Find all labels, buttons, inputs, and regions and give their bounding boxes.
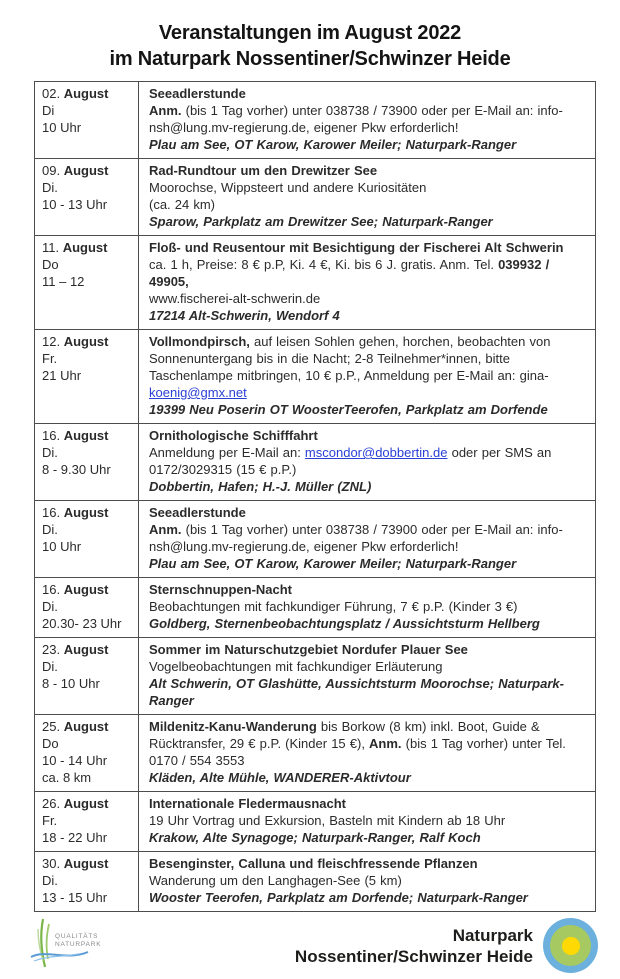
event-date-month: August bbox=[63, 163, 109, 178]
event-date-line bbox=[42, 718, 134, 735]
event-date-line bbox=[42, 855, 134, 872]
event-date-weekday: Di. bbox=[42, 445, 58, 460]
event-line bbox=[149, 889, 587, 906]
event-date-line bbox=[42, 239, 134, 256]
text-segment: Besenginster, Calluna und fleischfressende Pflanzen bbox=[149, 856, 478, 871]
text-segment: Plau am See, OT Karow, Karower Meiler; Naturpark-Ranger bbox=[149, 137, 517, 152]
event-date-day: 16. bbox=[42, 505, 64, 520]
event-line bbox=[149, 555, 587, 572]
text-segment: Floß- und Reusentour mit Besichtigung der Fischerei Alt Schwerin bbox=[149, 240, 564, 255]
event-date-month: August bbox=[63, 719, 109, 734]
event-date-cell bbox=[35, 501, 139, 578]
event-line bbox=[149, 102, 587, 136]
text-segment: Internationale Fledermausnacht bbox=[149, 796, 346, 811]
event-date-time: 8 - 9.30 Uhr bbox=[42, 462, 111, 477]
park-circle-mid bbox=[550, 925, 591, 966]
event-date-weekday: Di. bbox=[42, 599, 58, 614]
quality-logo-text-line1: QUALITÄTS bbox=[55, 933, 99, 940]
event-date-month: August bbox=[63, 642, 109, 657]
event-date-time: 13 - 15 Uhr bbox=[42, 890, 108, 905]
event-date-month: August bbox=[63, 505, 109, 520]
text-segment: Anm. bbox=[369, 736, 402, 751]
event-line bbox=[149, 136, 587, 153]
event-date-line bbox=[42, 641, 134, 658]
event-row bbox=[35, 159, 596, 236]
text-segment: ca. 1 h, Preise: 8 € p.P, Ki. 4 €, Ki. bis 6 J. gratis. Anm. Tel. bbox=[149, 257, 499, 272]
text-segment: Seeadlerstunde bbox=[149, 86, 246, 101]
event-date-day: 23. bbox=[42, 642, 64, 657]
text-segment: Vogelbeobachtungen mit fachkundiger Erläuterung bbox=[149, 659, 443, 674]
event-date-cell bbox=[35, 236, 139, 330]
event-date-line bbox=[42, 504, 134, 521]
event-line bbox=[149, 444, 587, 478]
event-content-cell bbox=[139, 330, 596, 424]
event-line bbox=[149, 658, 587, 675]
event-date-month: August bbox=[63, 86, 109, 101]
text-segment: Wanderung um den Langhagen-See (5 km) bbox=[149, 873, 402, 888]
event-line bbox=[149, 256, 587, 290]
event-date-cell bbox=[35, 852, 139, 912]
event-date-time: 11 – 12 bbox=[42, 274, 85, 289]
event-date-day: 16. bbox=[42, 582, 64, 597]
text-segment: Sommer im Naturschutzgebiet Nordufer Plauer See bbox=[149, 642, 468, 657]
text-segment: www.fischerei-alt-schwerin.de bbox=[149, 291, 321, 306]
event-date-cell bbox=[35, 424, 139, 501]
event-line bbox=[149, 675, 587, 709]
document-page bbox=[0, 20, 620, 966]
event-line bbox=[149, 812, 587, 829]
event-line bbox=[149, 85, 587, 102]
event-row bbox=[35, 715, 596, 792]
quality-logo-text-line2: NATURPARK bbox=[55, 941, 102, 948]
text-segment: 17214 Alt-Schwerin, Wendorf 4 bbox=[149, 308, 340, 323]
text-segment: Dobbertin, Hafen; H.-J. Müller (ZNL) bbox=[149, 479, 372, 494]
event-date-time: 10 Uhr bbox=[42, 539, 82, 554]
page-title-line2: im Naturpark Nossentiner/Schwinzer Heide bbox=[109, 48, 511, 70]
event-date-cell bbox=[35, 792, 139, 852]
text-segment: Wooster Teerofen, Parkplatz am Dorfende; Naturpark-Ranger bbox=[149, 890, 528, 905]
event-line bbox=[149, 581, 587, 598]
event-date-cell bbox=[35, 82, 139, 159]
text-segment: 19399 Neu Poserin OT WoosterTeerofen, Parkplatz am Dorfende bbox=[149, 402, 548, 417]
event-line bbox=[149, 290, 587, 307]
event-line bbox=[149, 504, 587, 521]
event-line bbox=[149, 521, 587, 555]
event-date-line bbox=[42, 427, 134, 444]
text-segment: 19 Uhr Vortrag und Exkursion, Basteln mit Kindern ab 18 Uhr bbox=[149, 813, 506, 828]
text-segment: Sparow, Parkplatz am Drewitzer See; Naturpark-Ranger bbox=[149, 214, 493, 229]
text-segment: 039932 / 49905, bbox=[149, 257, 550, 289]
event-line bbox=[149, 427, 587, 444]
park-name bbox=[295, 917, 533, 967]
event-line bbox=[149, 239, 587, 256]
event-row bbox=[35, 501, 596, 578]
event-line bbox=[149, 718, 587, 769]
event-line bbox=[149, 598, 587, 615]
event-row bbox=[35, 578, 596, 638]
event-date-weekday: Do bbox=[42, 736, 59, 751]
email-link[interactable]: koenig@gmx.net bbox=[149, 385, 247, 400]
event-date-day: 12. bbox=[42, 334, 64, 349]
text-segment: Krakow, Alte Synagoge; Naturpark-Ranger, Ralf Koch bbox=[149, 830, 481, 845]
event-line bbox=[149, 307, 587, 324]
text-segment: Sternschnuppen-Nacht bbox=[149, 582, 293, 597]
event-date-time: 8 - 10 Uhr bbox=[42, 676, 100, 691]
event-date-month: August bbox=[62, 240, 108, 255]
text-segment: auf leisen Sohlen gehen, horchen, beobachten von Sonnenuntergang bis in die Nacht; 2-8 Teilnehmer*innen, bitte Taschenlampe mitbringen, 10 € p.P., Anmeldung per E-Mail an: gina- bbox=[149, 334, 551, 383]
event-content-cell bbox=[139, 82, 596, 159]
event-date-month: August bbox=[63, 856, 109, 871]
event-content-cell bbox=[139, 578, 596, 638]
event-date-day: 30. bbox=[42, 856, 64, 871]
text-segment: Ornithologische Schifffahrt bbox=[149, 428, 318, 443]
event-date-month: August bbox=[63, 334, 109, 349]
events-table bbox=[34, 81, 596, 912]
event-line bbox=[149, 855, 587, 872]
text-segment: Rad-Rundtour um den Drewitzer See bbox=[149, 163, 378, 178]
event-date-cell bbox=[35, 715, 139, 792]
event-date-weekday: Fr. bbox=[42, 813, 58, 828]
text-segment: Seeadlerstunde bbox=[149, 505, 246, 520]
text-segment: Kläden, Alte Mühle, WANDERER-Aktivtour bbox=[149, 770, 411, 785]
event-line bbox=[149, 829, 587, 846]
event-date-time: 10 - 14 Uhr bbox=[42, 753, 108, 768]
event-content-cell bbox=[139, 852, 596, 912]
event-date-weekday: Di. bbox=[42, 873, 58, 888]
park-name-line2: Nossentiner/Schwinzer Heide bbox=[294, 947, 533, 966]
event-content-cell bbox=[139, 638, 596, 715]
event-row bbox=[35, 852, 596, 912]
event-line bbox=[149, 179, 587, 196]
event-date-day: 26. bbox=[42, 796, 64, 811]
event-line bbox=[149, 872, 587, 889]
event-date-time: 10 Uhr bbox=[42, 120, 82, 135]
event-date-time: 20.30- 23 Uhr bbox=[42, 616, 122, 631]
park-circle-icon bbox=[543, 918, 598, 973]
text-segment: (bis 1 Tag vorher) unter 038738 / 73900 oder per E-Mail an: info-nsh@lung.mv-regierung.de, eigener Pkw erforderlich! bbox=[149, 522, 563, 554]
event-line bbox=[149, 333, 587, 401]
event-content-cell bbox=[139, 501, 596, 578]
park-circle-core bbox=[562, 937, 580, 955]
event-date-cell bbox=[35, 578, 139, 638]
event-line bbox=[149, 196, 587, 213]
event-date-weekday: Di. bbox=[42, 522, 58, 537]
text-segment: Anmeldung per E-Mail an: bbox=[149, 445, 305, 460]
event-date-line bbox=[42, 581, 134, 598]
text-segment: Anm. bbox=[149, 103, 182, 118]
event-row bbox=[35, 236, 596, 330]
event-date-day: 09. bbox=[42, 163, 64, 178]
event-date-weekday: Do bbox=[42, 257, 59, 272]
event-content-cell bbox=[139, 792, 596, 852]
event-date-month: August bbox=[63, 582, 109, 597]
event-date-time: 18 - 22 Uhr bbox=[42, 830, 108, 845]
event-content-cell bbox=[139, 715, 596, 792]
text-segment: Beobachtungen mit fachkundiger Führung, 7 € p.P. (Kinder 3 €) bbox=[149, 599, 518, 614]
park-name-line1: Naturpark bbox=[452, 926, 533, 945]
event-date-month: August bbox=[63, 796, 109, 811]
footer bbox=[30, 917, 598, 979]
event-date-month: August bbox=[63, 428, 109, 443]
text-segment: Mildenitz-Kanu-Wanderung bbox=[149, 719, 317, 734]
text-segment: Vollmondpirsch, bbox=[149, 334, 250, 349]
event-line bbox=[149, 795, 587, 812]
event-row bbox=[35, 330, 596, 424]
event-date-line bbox=[42, 85, 134, 102]
event-date-day: 25. bbox=[42, 719, 64, 734]
text-segment: Plau am See, OT Karow, Karower Meiler; Naturpark-Ranger bbox=[149, 556, 517, 571]
event-date-time: 10 - 13 Uhr bbox=[42, 197, 108, 212]
event-date-line bbox=[42, 795, 134, 812]
event-date-time: 21 Uhr bbox=[42, 368, 82, 383]
event-date-weekday: Fr. bbox=[42, 351, 58, 366]
event-date-day: 16. bbox=[42, 428, 64, 443]
text-segment: Goldberg, Sternenbeobachtungsplatz / Aussichtsturm Hellberg bbox=[149, 616, 540, 631]
page-title bbox=[10, 20, 610, 72]
qualitaets-naturpark-logo bbox=[30, 917, 112, 977]
page-title-line1: Veranstaltungen im August 2022 bbox=[158, 22, 462, 44]
event-content-cell bbox=[139, 424, 596, 501]
event-date-cell bbox=[35, 330, 139, 424]
event-row bbox=[35, 424, 596, 501]
event-line bbox=[149, 213, 587, 230]
event-date-extra: ca. 8 km bbox=[42, 770, 92, 785]
event-row bbox=[35, 792, 596, 852]
event-line bbox=[149, 162, 587, 179]
event-line bbox=[149, 615, 587, 632]
events-table-body bbox=[35, 82, 596, 912]
event-date-weekday: Di. bbox=[42, 659, 58, 674]
text-segment: bis Borkow (8 km) inkl. Boot, Guide & Rücktransfer, 29 € p.P. (Kinder 15 €), bbox=[149, 719, 540, 751]
event-line bbox=[149, 769, 587, 786]
event-date-day: 11. bbox=[42, 240, 63, 255]
event-date-day: 02. bbox=[42, 86, 64, 101]
text-segment: oder per SMS an 0172/3029315 (15 € p.P.) bbox=[149, 445, 552, 477]
event-line bbox=[149, 641, 587, 658]
event-date-cell bbox=[35, 638, 139, 715]
text-segment: (bis 1 Tag vorher) unter Tel. 0170 / 554 3553 bbox=[149, 736, 566, 768]
text-segment: (ca. 24 km) bbox=[149, 197, 216, 212]
event-row bbox=[35, 638, 596, 715]
event-date-cell bbox=[35, 159, 139, 236]
email-link[interactable]: mscondor@dobbertin.de bbox=[304, 445, 448, 460]
text-segment: (bis 1 Tag vorher) unter 038738 / 73900 oder per E-Mail an: info-nsh@lung.mv-regierung.de, eigener Pkw erforderlich! bbox=[149, 103, 563, 135]
event-line bbox=[149, 478, 587, 495]
event-line bbox=[149, 401, 587, 418]
text-segment: Moorochse, Wippsteert und andere Kuriositäten bbox=[149, 180, 427, 195]
event-content-cell bbox=[139, 159, 596, 236]
text-segment: Alt Schwerin, OT Glashütte, Aussichtsturm Moorochse; Naturpark-Ranger bbox=[149, 676, 564, 708]
event-date-line bbox=[42, 162, 134, 179]
event-content-cell bbox=[139, 236, 596, 330]
event-date-line bbox=[42, 333, 134, 350]
event-row bbox=[35, 82, 596, 159]
event-date-weekday: Di bbox=[42, 103, 55, 118]
text-segment: Anm. bbox=[149, 522, 182, 537]
event-date-weekday: Di. bbox=[42, 180, 58, 195]
